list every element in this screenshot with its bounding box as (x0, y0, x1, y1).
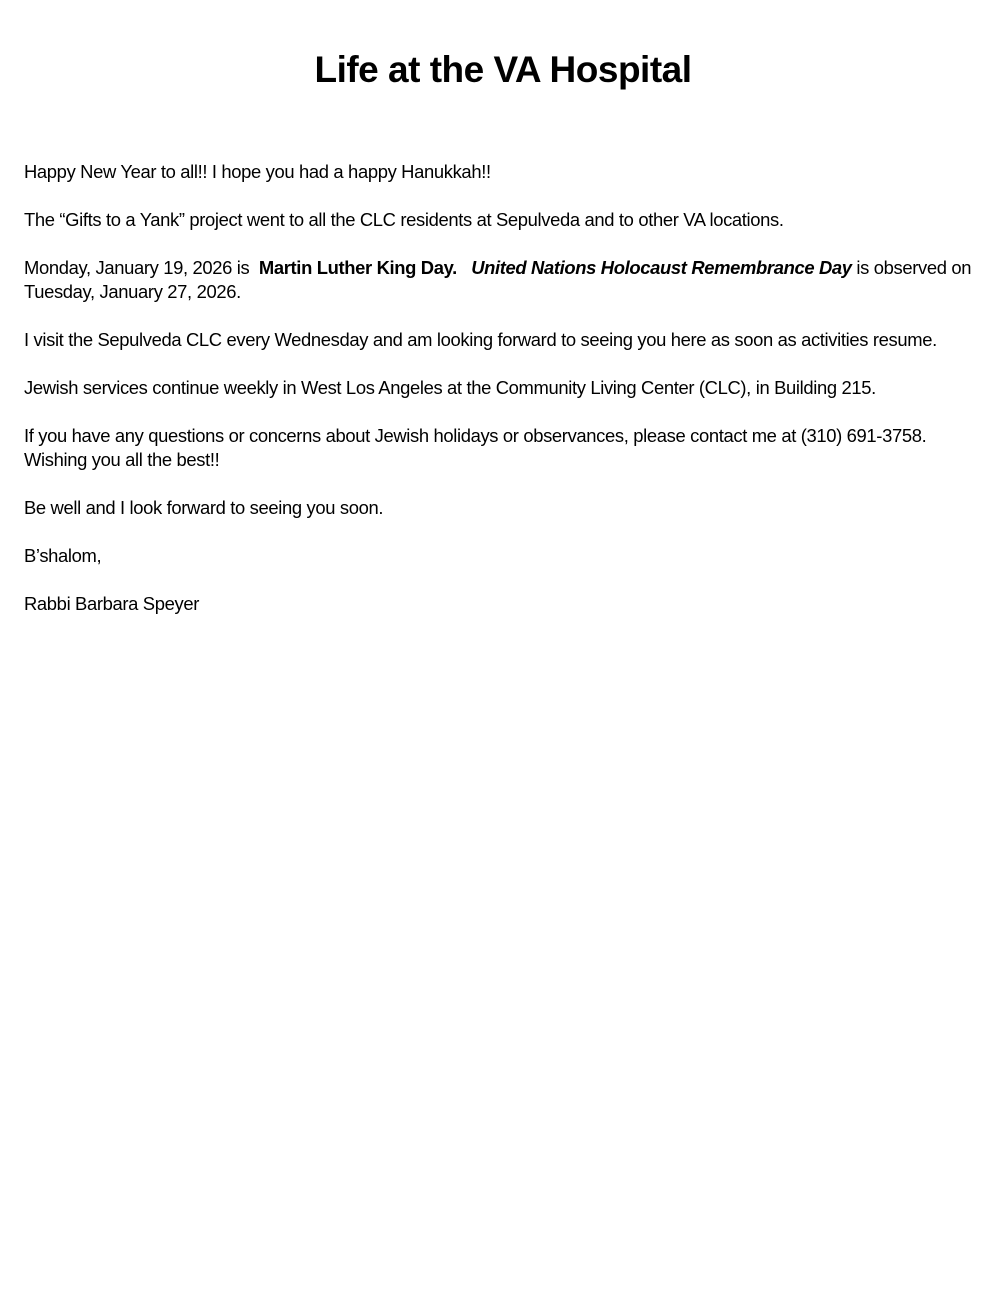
mlk-day-text: Martin Luther King Day. (258, 257, 457, 278)
document-body (24, 160, 984, 640)
farewell-paragraph: Be well and I look forward to seeing you soon. (24, 497, 384, 518)
closing-text: B’shalom, (24, 545, 102, 566)
signature-text: Rabbi Barbara Speyer (24, 593, 199, 614)
gifts-paragraph: The “Gifts to a Yank” project went to all the CLC residents at Sepulveda and to other VA locations. (24, 209, 784, 230)
contact-paragraph (24, 424, 984, 472)
holidays-paragraph (24, 256, 984, 304)
holocaust-date-text: is observed on Tuesday, January 27, 2026. (24, 257, 972, 302)
holocaust-remembrance-text: United Nations Holocaust Remembrance Day (471, 257, 852, 278)
page-title: Life at the VA Hospital (314, 49, 692, 90)
greeting-paragraph: Happy New Year to all!! I hope you had a happy Hanukkah!! (24, 161, 491, 182)
mlk-date-text: Monday, January 19, 2026 is (24, 257, 255, 278)
services-paragraph: Jewish services continue weekly in West Los Angeles at the Community Living Center (CLC), in Building 215. (24, 377, 876, 398)
visit-paragraph: I visit the Sepulveda CLC every Wednesday and am looking forward to seeing you here as soon as activities resume. (24, 329, 937, 350)
wishes-text: Wishing you all the best!! (24, 449, 220, 470)
contact-text: If you have any questions or concerns about Jewish holidays or observances, please contact me at (310) 691-3758. (24, 425, 927, 446)
